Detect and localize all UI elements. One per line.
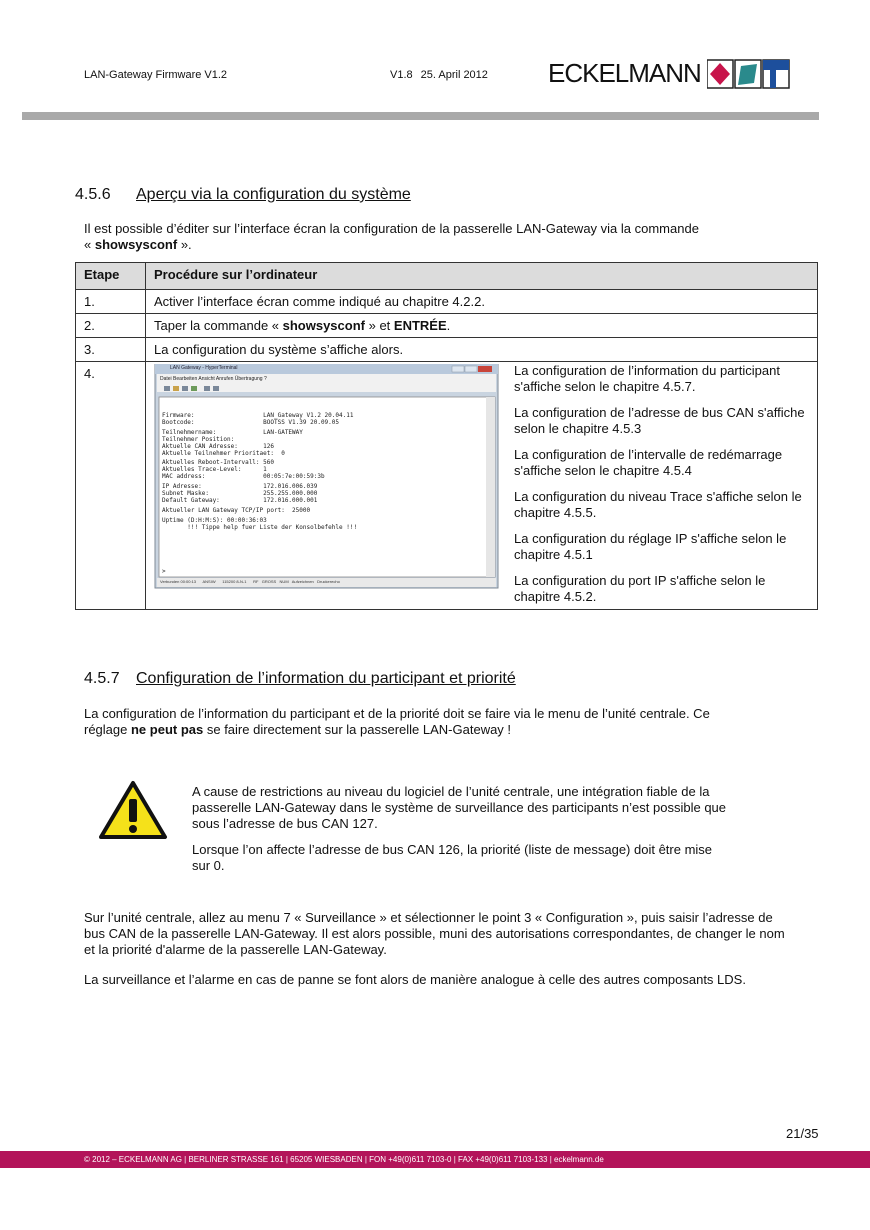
paragraph-lds-alarm: La surveillance et l’alarme en cas de panne se font alors de manière analogue à celle des autres composants LDS. bbox=[84, 972, 746, 987]
terminal-line: Teilnehmer Position: bbox=[162, 435, 235, 443]
row4-descriptions bbox=[502, 363, 813, 605]
header-version-date bbox=[390, 69, 488, 81]
step-text bbox=[146, 362, 818, 610]
section-4-5-7-heading bbox=[84, 670, 516, 688]
logo-marks-icon bbox=[707, 59, 791, 89]
warning-icon bbox=[98, 780, 168, 845]
table-row bbox=[76, 338, 818, 362]
table-header-row bbox=[76, 263, 818, 290]
step-number: 1. bbox=[76, 290, 146, 314]
terminal-line: Aktuelle Teilnehmer Prioritaet: 0 bbox=[162, 449, 285, 457]
hyperterminal-screenshot bbox=[152, 364, 502, 590]
terminal-title: LAN Gateway - HyperTerminal bbox=[170, 365, 238, 371]
terminal-prompt: > bbox=[162, 568, 166, 575]
step-number: 3. bbox=[76, 338, 146, 362]
step-number: 4. bbox=[76, 362, 146, 610]
step-text: Activer l’interface écran comme indiqué au chapitre 4.2.2. bbox=[146, 290, 818, 314]
col-header-step: Etape bbox=[76, 263, 146, 290]
terminal-line: Firmware: LAN_Gateway V1.2 20.04.11 bbox=[162, 412, 354, 419]
section-title: Configuration de l’information du participant et priorité bbox=[136, 670, 516, 687]
footer-bar bbox=[0, 1151, 870, 1168]
terminal-line: Teilnehmername: LAN-GATEWAY bbox=[162, 428, 303, 436]
section-4-5-7-intro: La configuration de l’information du participant et de la priorité doit se faire via le menu de l’unité centrale. Ce réglage ne peut pas se faire directement sur la passerelle LAN-Gateway ! bbox=[84, 706, 710, 737]
header-version: V1.8 bbox=[390, 69, 413, 81]
section-number: 4.5.7 bbox=[84, 670, 120, 687]
desc-item: La configuration du port IP s'affiche selon le chapitre 4.5.2. bbox=[514, 573, 766, 604]
col-header-procedure: Procédure sur l’ordinateur bbox=[146, 263, 818, 290]
table-row bbox=[76, 314, 818, 338]
step-text: Taper la commande « showsysconf » et ENTRÉE. bbox=[146, 314, 818, 338]
header-rule bbox=[22, 112, 819, 120]
terminal-line: IP Adresse: 172.016.006.039 bbox=[162, 483, 318, 491]
intro-line-2: « showsysconf ». bbox=[84, 237, 192, 252]
terminal-status-bar: Verbunden 00:00:13 ANSIW 115200 8-N-1 RF GROSS NUM Aufzeichnen Druckerecho bbox=[160, 579, 340, 584]
terminal-line: Uptime (D:H:M:S): 00:00:36:03 bbox=[162, 516, 267, 524]
terminal-line: Subnet Maske: 255.255.000.000 bbox=[162, 490, 318, 498]
step-number: 2. bbox=[76, 314, 146, 338]
desc-item: La configuration de l’adresse de bus CAN s'affiche selon le chapitre 4.5.3 bbox=[514, 405, 805, 436]
warning-paragraph-1: A cause de restrictions au niveau du logiciel de l’unité centrale, une intégration fiable de la passerelle LAN-Gateway dans le système de surveillance des participants n’est possible que sous l’adresse de bus CAN 127. bbox=[192, 784, 727, 831]
header-date: 25. April 2012 bbox=[420, 69, 488, 81]
eckelmann-logo bbox=[548, 58, 791, 89]
logo-text: ECKELMANN bbox=[548, 58, 701, 88]
terminal-line: Aktuelles Trace-Level: 1 bbox=[162, 466, 267, 474]
warning-paragraph-2: Lorsque l’on affecte l’adresse de bus CAN 126, la priorité (liste de message) doit être mise sur 0. bbox=[192, 842, 713, 873]
paragraph-surveillance-menu: Sur l’unité centrale, allez au menu 7 « Surveillance » et sélectionner le point 3 « Configuration », puis saisir l’adresse de bus CAN de la passerelle LAN-Gateway. Il est alors possible, muni des autorisations correspondantes, de changer le nom et la priorité d'alarme de la passerelle LAN-Gateway. bbox=[84, 910, 785, 957]
header-doc-title: LAN-Gateway Firmware V1.2 bbox=[84, 69, 228, 81]
desc-item: La configuration de l’information du participant s'affiche selon le chapitre 4.5.7. bbox=[514, 363, 780, 394]
page-number: 21/35 bbox=[786, 1126, 819, 1141]
footer-text: © 2012 – ECKELMANN AG | BERLINER STRASSE 161 | 65205 WIESBADEN | FON +49(0)611 7103-0 | FAX +49(0)611 7103-133 | eckelmann.de bbox=[84, 1155, 604, 1164]
table-row bbox=[76, 290, 818, 314]
section-4-5-6-intro bbox=[84, 221, 814, 253]
desc-item: La configuration du réglage IP s'affiche selon le chapitre 4.5.1 bbox=[514, 531, 787, 562]
command-showsysconf: showsysconf bbox=[94, 237, 178, 252]
terminal-output bbox=[162, 413, 357, 532]
terminal-line: Bootcode: BOOTSS V1.39 20.09.05 bbox=[162, 418, 340, 426]
desc-item: La configuration de l’intervalle de redémarrage s'affiche selon le chapitre 4.5.4 bbox=[514, 447, 783, 478]
desc-item: La configuration du niveau Trace s'affiche selon le chapitre 4.5.5. bbox=[514, 489, 802, 520]
terminal-line: Aktuelles Reboot-Intervall: 560 bbox=[162, 459, 274, 467]
table-row bbox=[76, 362, 818, 610]
terminal-line: Aktuelle CAN Adresse: 126 bbox=[162, 442, 274, 450]
warning-text bbox=[192, 784, 747, 874]
section-title: Aperçu via la configuration du système bbox=[136, 186, 411, 203]
section-4-5-6-heading bbox=[75, 186, 411, 204]
terminal-line: Default Gateway: 172.016.000.001 bbox=[162, 496, 318, 504]
terminal-line: Aktueller LAN Gateway TCP/IP port: 25000 bbox=[162, 506, 311, 514]
step-text: La configuration du système s’affiche alors. bbox=[146, 338, 818, 362]
intro-line-1: Il est possible d’éditer sur l’interface écran la configuration de la passerelle LAN-Gateway via la commande bbox=[84, 221, 699, 236]
terminal-menu: Datei Bearbeiten Ansicht Anrufen Übertragung ? bbox=[160, 376, 267, 382]
procedure-table bbox=[75, 262, 818, 610]
section-number: 4.5.6 bbox=[75, 186, 111, 203]
terminal-line: MAC address: 00:05:7e:00:59:3b bbox=[162, 473, 325, 481]
terminal-line: !!! Tippe help fuer Liste der Konsolbefehle !!! bbox=[162, 523, 358, 531]
